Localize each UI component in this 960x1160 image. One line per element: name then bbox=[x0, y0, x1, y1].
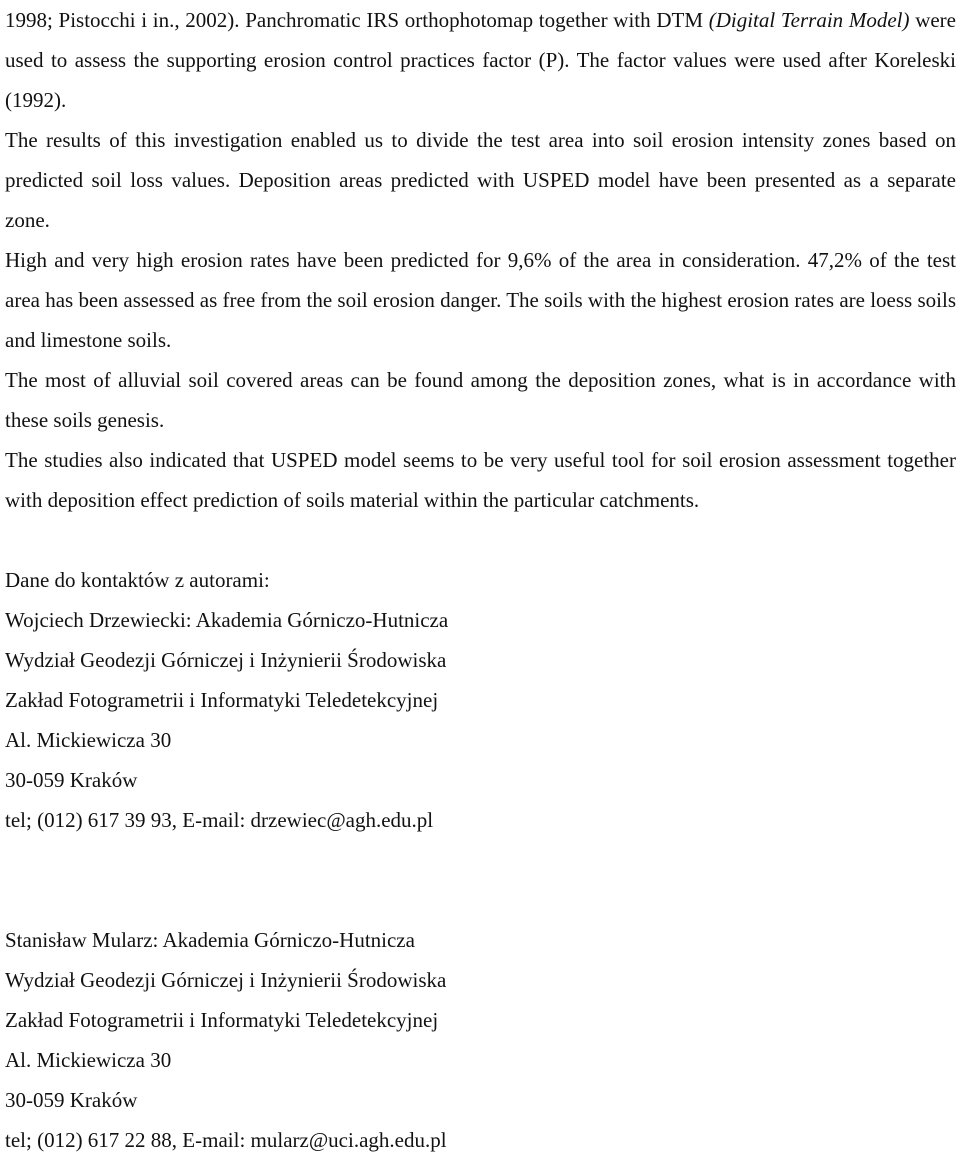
section-gap bbox=[5, 520, 956, 560]
contact-heading: Dane do kontaktów z autorami: bbox=[5, 568, 270, 592]
author-2-phone-email: tel; (012) 617 22 88, E-mail: mularz@uci.agh.edu.pl bbox=[5, 1128, 447, 1152]
author-1-department: Zakład Fotogrametrii i Informatyki Teledetekcyjnej bbox=[5, 688, 439, 712]
author-2-name-affiliation: Stanisław Mularz: Akademia Górniczo-Hutnicza bbox=[5, 928, 415, 952]
paragraph-conclusion: The studies also indicated that USPED model seems to be very useful tool for soil erosion assessment together with deposition effect prediction of soils material within the particular catchments. bbox=[5, 448, 956, 512]
paragraph-alluvial-soils: The most of alluvial soil covered areas can be found among the deposition zones, what is in accordance with these soils genesis. bbox=[5, 368, 956, 432]
author-2-department: Zakład Fotogrametrii i Informatyki Teledetekcyjnej bbox=[5, 1008, 439, 1032]
paragraph-methods-start: 1998; Pistocchi i in., 2002). Panchromatic IRS orthophotomap together with DTM bbox=[5, 8, 709, 32]
dtm-term: (Digital Terrain Model) bbox=[708, 8, 910, 32]
paragraph-methods-end: were used to assess the supporting erosion control practices factor (P). The factor values were used after Koreleski (1992). bbox=[5, 8, 956, 112]
author-2-contact bbox=[5, 920, 956, 1160]
author-1-city: 30-059 Kraków bbox=[5, 768, 138, 792]
author-1-faculty: Wydział Geodezji Górniczej i Inżynierii Środowiska bbox=[5, 648, 447, 672]
paragraph-methods bbox=[5, 0, 956, 120]
author-1-name-affiliation: Wojciech Drzewiecki: Akademia Górniczo-Hutnicza bbox=[5, 608, 449, 632]
author-2-city: 30-059 Kraków bbox=[5, 1088, 138, 1112]
author-2-faculty: Wydział Geodezji Górniczej i Inżynierii Środowiska bbox=[5, 968, 447, 992]
contact-gap bbox=[5, 840, 956, 920]
author-1-street: Al. Mickiewicza 30 bbox=[5, 728, 172, 752]
author-1-phone-email: tel; (012) 617 39 93, E-mail: drzewiec@agh.edu.pl bbox=[5, 808, 434, 832]
author-2-street: Al. Mickiewicza 30 bbox=[5, 1048, 172, 1072]
paragraph-results: The results of this investigation enabled us to divide the test area into soil erosion intensity zones based on predicted soil loss values. Deposition areas predicted with USPED model have been presented as a separate zone. bbox=[5, 128, 956, 232]
paragraph-erosion-rates: High and very high erosion rates have been predicted for 9,6% of the area in consideration. 47,2% of the test area has been assessed as free from the soil erosion danger. The soils with the highest erosion rates are loess soils and limestone soils. bbox=[5, 248, 956, 352]
document-page bbox=[5, 0, 956, 1160]
author-1-contact bbox=[5, 600, 956, 840]
contact-heading-block bbox=[5, 560, 956, 600]
